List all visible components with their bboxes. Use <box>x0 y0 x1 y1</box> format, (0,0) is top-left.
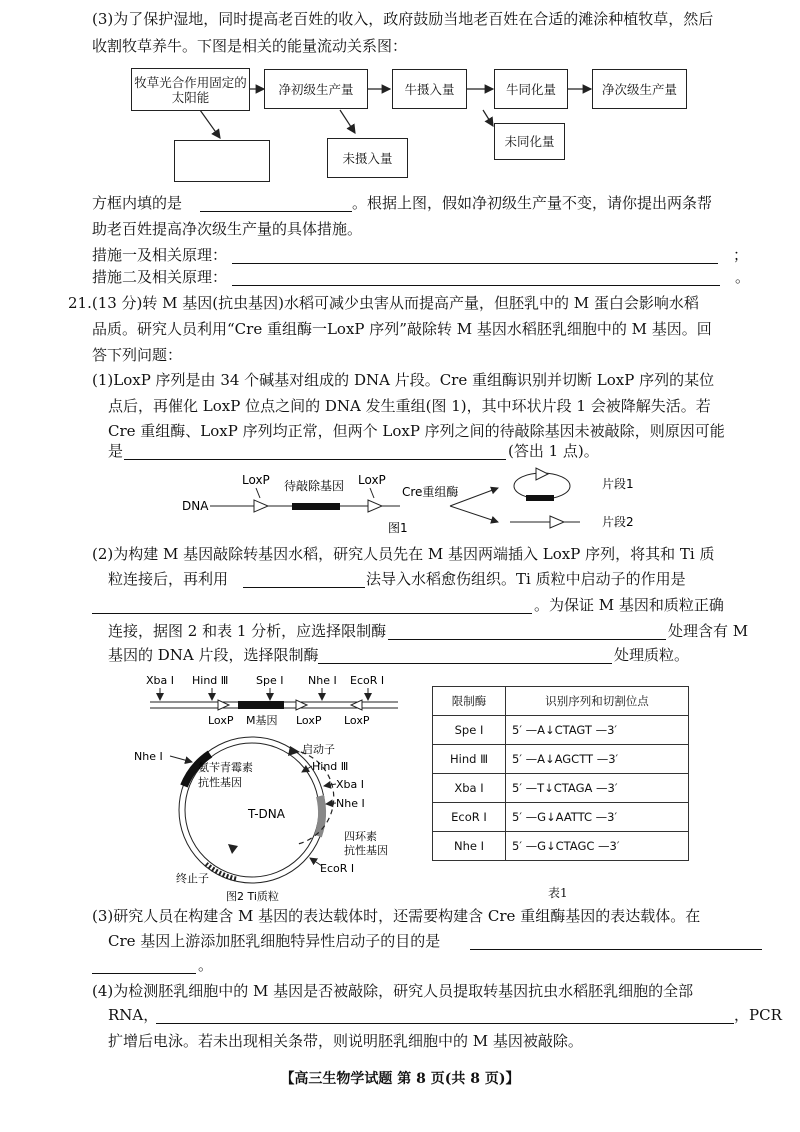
table-row <box>433 745 689 774</box>
table-cell-sequence: 5′ —A↓AGCTT —3′ <box>506 745 689 774</box>
table-cell-sequence: 5′ —G↓CTAGC —3′ <box>506 832 689 861</box>
flow-box-empty <box>174 140 270 182</box>
fig2-nhe-top: Nhe Ⅰ <box>308 674 337 687</box>
fig2-nhe-right: Nhe Ⅰ <box>336 797 365 810</box>
answer-blank-promoter[interactable] <box>92 612 532 614</box>
fig2-promoter: 启动子 <box>302 743 335 756</box>
loxp-triangle-left <box>254 500 268 512</box>
q3-after-line2: 助老百姓提高净次级生产量的具体措施。 <box>92 220 363 238</box>
q21-p2-line5a: 基因的 DNA 片段，选择限制酶 <box>108 646 319 664</box>
flow-box-cattle-assim: 牛同化量 <box>494 69 568 109</box>
q3-measure2-label: 措施二及相关原理： <box>92 268 228 286</box>
table1-caption: 表1 <box>548 886 568 900</box>
answer-blank-enzyme-plasmid[interactable] <box>318 662 612 664</box>
table-header-enzyme: 限制酶 <box>433 687 506 716</box>
q21-p2-line5b: 处理质粒。 <box>614 646 690 664</box>
table-cell-enzyme: Nhe Ⅰ <box>433 832 506 861</box>
table-cell-enzyme: Xba Ⅰ <box>433 774 506 803</box>
fig2-tet2: 抗性基因 <box>344 844 388 857</box>
table-header-row <box>433 687 689 716</box>
q21-p2-line2a: 粒连接后，再利用 <box>108 570 229 588</box>
fig2-eco-bottom: EcoR Ⅰ <box>320 862 355 875</box>
tet-resistance-bar <box>318 796 322 836</box>
q21-stem-line1: 21.(13 分)转 M 基因(抗虫基因)水稻可减少虫害从而提高产量，但胚乳中的 M 蛋白会影响水稻 <box>68 294 699 312</box>
fig2-loxp2: LoxP <box>296 714 322 727</box>
fig1-caption: 图1 <box>388 521 408 535</box>
fig2-eco-top: EcoR Ⅰ <box>350 674 385 687</box>
answer-blank-method[interactable] <box>243 586 365 588</box>
answer-blank-p3a[interactable] <box>470 948 762 950</box>
answer-blank-measure2[interactable] <box>232 284 720 286</box>
q21-p2-line4b: 处理含有 M <box>668 622 749 640</box>
figure-2 <box>130 668 410 903</box>
q21-p2-line4a: 连接，据图 2 和表 1 分析，应选择限制酶 <box>108 622 387 640</box>
q21-p3-line2: Cre 基因上游添加胚乳细胞特异性启动子的目的是 <box>108 932 441 950</box>
q21-p3-line3: 。 <box>198 956 214 974</box>
q3-measure2-end: 。 <box>735 268 751 286</box>
fig2-tet1: 四环素 <box>344 830 377 843</box>
table-row <box>433 803 689 832</box>
fig1-dna-label: DNA <box>182 499 209 513</box>
q21-stem-line2: 品质。研究人员利用“Cre 重组酶一LoxP 序列”敲除转 M 基因水稻胚乳细胞中的 M 基因。回 <box>92 320 712 338</box>
fig2-terminator: 终止子 <box>176 872 209 885</box>
fig2-xba-top: Xba Ⅰ <box>146 674 174 687</box>
table-cell-sequence: 5′ —A↓CTAGT —3′ <box>506 716 689 745</box>
q3-after-line1a: 方框内填的是 <box>92 194 183 212</box>
fig2-tdna: T-DNA <box>248 807 285 821</box>
answer-blank-p4[interactable] <box>156 1022 734 1024</box>
flow-box-net-primary: 净初级生产量 <box>264 69 368 109</box>
table-row <box>433 832 689 861</box>
q21-p1-line2: 点后，再催化 LoxP 位点之间的 DNA 发生重组(图 1)，其中环状片段 1 会被降解失活。若 <box>108 397 711 415</box>
fig2-xba-right: Xba Ⅰ <box>336 778 364 791</box>
answer-blank-box[interactable] <box>200 210 352 212</box>
answer-blank-p1[interactable] <box>124 458 506 460</box>
flow-box-not-intake: 未摄入量 <box>327 138 408 178</box>
q21-p1-line3: Cre 重组酶、LoxP 序列均正常，但两个 LoxP 序列之间的待敲除基因未被敲除，则原因可能 <box>108 422 725 440</box>
fig1-frag2: 片段2 <box>602 515 634 529</box>
loxp-triangle-right <box>368 500 382 512</box>
answer-blank-measure1[interactable] <box>232 262 718 264</box>
q21-p2-line2b: 法导入水稻愈伤组织。Ti 质粒中启动子的作用是 <box>366 570 686 588</box>
fig1-frag1: 片段1 <box>602 477 634 491</box>
q21-stem-line3: 答下列问题： <box>92 346 183 364</box>
table-cell-enzyme: EcoR Ⅰ <box>433 803 506 832</box>
fig2-amp2: 抗性基因 <box>198 776 242 789</box>
fig1-loxp-right: LoxP <box>358 473 386 487</box>
q21-p4-line3: 扩增后电泳。若未出现相关条带，则说明胚乳细胞中的 M 基因被敲除。 <box>108 1032 583 1050</box>
fig2-mgene: M基因 <box>246 714 278 727</box>
q21-p4-line2a: RNA， <box>108 1006 159 1024</box>
table-row <box>433 774 689 803</box>
q21-p1-line4b: (答出 1 点)。 <box>508 442 599 460</box>
q21-p1-line4a: 是 <box>108 442 124 460</box>
table-cell-sequence: 5′ —T↓CTAGA —3′ <box>506 774 689 803</box>
q3-intro-line1: (3)为了保护湿地，同时提高老百姓的收入，政府鼓励当地老百姓在合适的滩涂种植牧草，然后 <box>92 10 714 28</box>
q3-measure1-label: 措施一及相关原理： <box>92 246 228 264</box>
terminator-bar <box>206 864 236 879</box>
table-cell-enzyme: Hind Ⅲ <box>433 745 506 774</box>
m-gene-bar <box>238 701 284 709</box>
enzyme-table <box>432 686 689 861</box>
fig2-hind-right: Hind Ⅲ <box>312 760 349 773</box>
answer-blank-enzyme-dna[interactable] <box>388 638 666 640</box>
fig1-cre-label: Cre重组酶 <box>402 485 459 499</box>
q21-p4-line2b: ，PCR <box>734 1006 782 1024</box>
answer-blank-p3b[interactable] <box>92 972 196 974</box>
target-gene-bar <box>292 503 340 510</box>
fig2-amp1: 氨苄青霉素 <box>198 761 253 774</box>
flow-box-not-assim: 未同化量 <box>494 123 565 160</box>
figure-1 <box>170 466 670 538</box>
flow-box-solar: 牧草光合作用固定的太阳能 <box>131 68 250 111</box>
table-row <box>433 716 689 745</box>
q21-p2-line1: (2)为构建 M 基因敲除转基因水稻，研究人员先在 M 基因两端插入 LoxP 序列，将其和 Ti 质 <box>92 545 715 563</box>
q3-after-line1b: 。根据上图，假如净初级生产量不变，请你提出两条帮 <box>352 194 713 212</box>
fig2-nhe-left: Nhe Ⅰ <box>134 750 163 763</box>
q21-p3-line1: (3)研究人员在构建含 M 基因的表达载体时，还需要构建含 Cre 重组酶基因的表达载体。在 <box>92 907 701 925</box>
fig2-spe-top: Spe Ⅰ <box>256 674 284 687</box>
q3-intro-line2: 收割牧草养牛。下图是相关的能量流动关系图： <box>92 37 408 55</box>
q21-p4-line1: (4)为检测胚乳细胞中的 M 基因是否被敲除，研究人员提取转基因抗虫水稻胚乳细胞的全部 <box>92 982 694 1000</box>
table-cell-sequence: 5′ —G↓AATTC —3′ <box>506 803 689 832</box>
table-header-sequence: 识别序列和切割位点 <box>506 687 689 716</box>
table-cell-enzyme: Spe Ⅰ <box>433 716 506 745</box>
q21-p2-line3: 。为保证 M 基因和质粒正确 <box>534 596 724 614</box>
fig2-loxp3: LoxP <box>344 714 370 727</box>
q3-measure1-end: ； <box>733 246 749 264</box>
fig2-caption: 图2 Ti质粒 <box>226 890 279 903</box>
fig2-loxp1: LoxP <box>208 714 234 727</box>
flow-box-net-secondary: 净次级生产量 <box>592 69 687 109</box>
q21-p1-line1: (1)LoxP 序列是由 34 个碱基对组成的 DNA 片段。Cre 重组酶识别并切断 LoxP 序列的某位 <box>92 371 715 389</box>
fig1-loxp-left: LoxP <box>242 473 270 487</box>
fig1-target-label: 待敲除基因 <box>284 479 345 493</box>
page-footer: 【高三生物学试题 第 8 页(共 8 页)】 <box>280 1071 520 1087</box>
flow-box-cattle-intake: 牛摄入量 <box>392 69 467 109</box>
fig2-hind-top: Hind Ⅲ <box>192 674 229 687</box>
